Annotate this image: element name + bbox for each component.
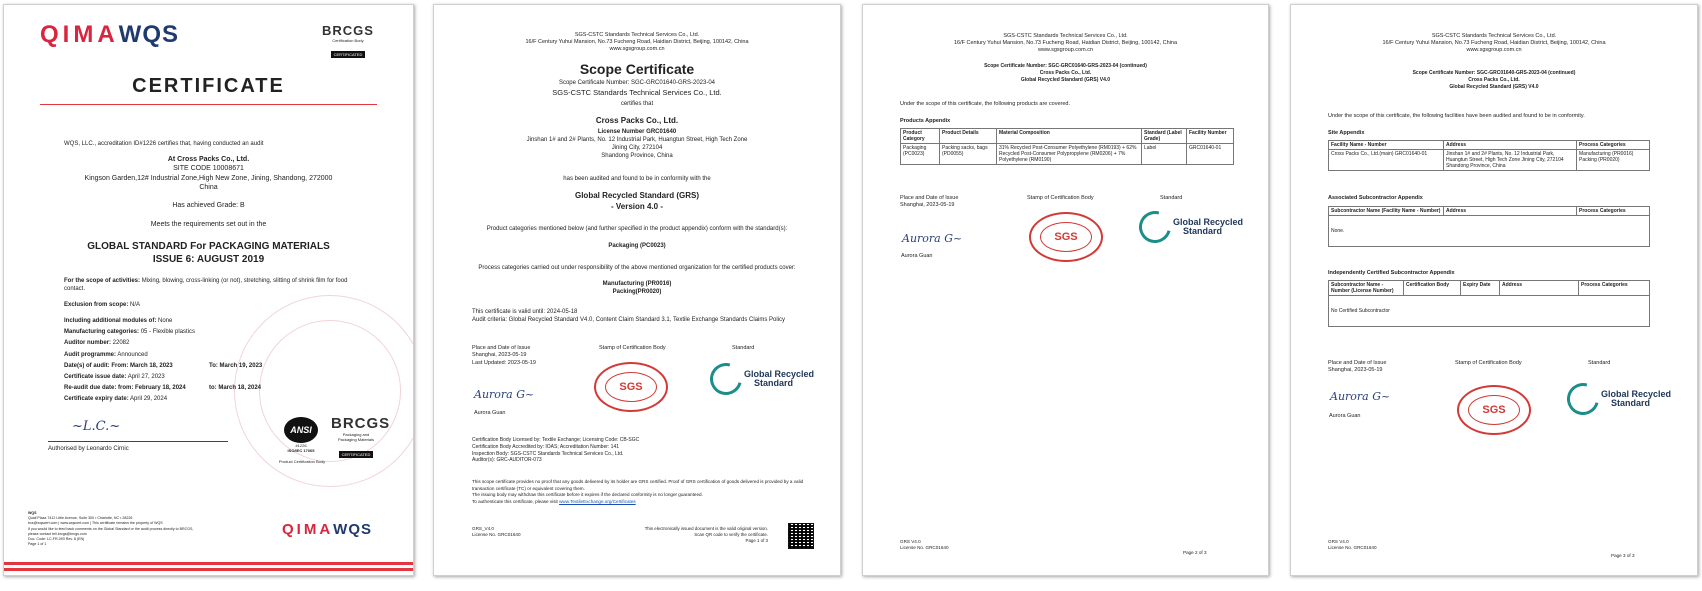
footer-line: Quail Plaza 7412 Little Avenue, Suite 300 • Charlotte, NC • 28226 [28, 516, 133, 521]
table-cell: Cross Packs Co., Ltd.(main) GRC01640-01 [1329, 150, 1444, 171]
disclaimer-line: This scope certificate provides no proof that any goods delivered by its holder are GRS certified. Proof of GRS certification of goods delivered is provided by a valid transaction certificate (TC) or equivalent covering them. [472, 479, 804, 491]
qima-wqs-footer-logo: QIMAWQS [282, 521, 373, 538]
exclusion-row: Exclusion from scope: N/A [64, 302, 141, 309]
red-divider [40, 104, 377, 105]
signature: ~L.C.~ [72, 419, 121, 434]
ansi-sub: Product Certification Body [278, 459, 326, 464]
standard-label: Standard [732, 345, 755, 351]
site-appendix-title: Site Appendix [1328, 130, 1365, 136]
company-address [434, 128, 840, 160]
header-line: www.sgsgroup.com.cn [1037, 47, 1094, 54]
number-line: Scope Certificate Number: SGC-GRC01640-GRS-2023-04 (continued) [1412, 70, 1576, 76]
audit-criteria: Audit criteria: Global Recycled Standard V4.0, Content Claim Standard 3.1, Textile Exchange Standards Claims Policy [472, 317, 786, 324]
site-block [4, 155, 413, 193]
modules-row: Including additional modules of: None [64, 318, 173, 325]
table-header-row [1329, 281, 1650, 296]
grs-logo: Global Recycled Standard [1567, 383, 1671, 415]
footer-line: Doc. Code: LC-FR-093 Rev. 8 (EN) [28, 537, 85, 542]
sgs-stamp: SGS [1029, 212, 1103, 262]
company-name: Cross Packs Co., Ltd. [595, 116, 679, 125]
column-header: Facility Number [1187, 129, 1234, 144]
page-number: Page 1 of 3 [745, 538, 768, 544]
grs-logo: Global Recycled Standard [710, 363, 814, 395]
indep-appendix-title: Independently Certified Subcontractor Appendix [1328, 270, 1455, 276]
standard-line-2: ISSUE 6: AUGUST 2019 [152, 254, 265, 265]
column-header: Address [1500, 281, 1579, 296]
site-address: Kingson Garden,12# Industrial Zone,High New Zone, Jining, Shandong, 272000 [84, 174, 333, 182]
column-header: Subcontractor Name (Facility Name - Number) [1329, 207, 1444, 216]
table-cell: 31% Recycled Post-Consumer Polyethylene (RM0193) + 62% Recycled Post-Consumer Polypropylene (RM0206) + 7% Polyethylene (RM0190) [997, 144, 1142, 165]
grs-version: GRS V4.0 [1328, 539, 1349, 544]
meets-text: Meets the requirements set out in the [150, 221, 267, 228]
standard-line-1: GLOBAL STANDARD For PACKAGING MATERIALS [87, 241, 330, 252]
certificate-number: Scope Certificate Number: SGC-GRC01640-GRS-2023-04 [558, 80, 716, 86]
column-header: Product Details [940, 129, 997, 144]
audit-details [64, 277, 354, 403]
signature-line [48, 441, 228, 442]
column-header: Process Categories [1579, 281, 1650, 296]
body-line: Certification Body Accredited by: IOAS; Accreditation Number: 141 [472, 443, 620, 450]
table-cell: Packing sacks, bags (PD0055) [940, 144, 997, 165]
process-item: Packing(PR0020) [612, 289, 662, 296]
company-at: At Cross Packs Co., Ltd. [167, 156, 250, 163]
number-line: Scope Certificate Number: SGC-GRC01640-GRS-2023-04 (continued) [984, 63, 1147, 69]
footer-left [472, 526, 521, 539]
sgs-header [434, 32, 840, 53]
stamp-label: Stamp of Certification Body [1027, 195, 1094, 201]
table-cell: Label [1142, 144, 1187, 165]
scope-certificate-page-2 [862, 4, 1269, 576]
audit-dates-row: Date(s) of audit: From: March 18, 2023 To: March 19, 2023 [64, 362, 263, 369]
disclaimer-line: To authenticate this certificate, please visit www.TextileExchange.org/Certificates [472, 498, 636, 504]
electronic-note: This electronically issued document is the valid original version. [644, 526, 768, 531]
company-line: Cross Packs Co., Ltd. [1039, 69, 1092, 76]
qr-note: Scan QR code to verify the certificate. [694, 532, 768, 538]
footer-left [900, 539, 949, 552]
license-no: License No. GRC01640 [1328, 545, 1377, 551]
audited-text: has been audited and found to be in conformity with the [563, 176, 711, 182]
certificate-number [1291, 70, 1697, 90]
site-table [1328, 140, 1650, 171]
standard-label: Standard [1160, 195, 1183, 201]
column-header: Expiry Date [1461, 281, 1500, 296]
table-row [1329, 296, 1650, 327]
column-header: Process Categories [1577, 141, 1650, 150]
last-updated: Last Updated: 2023-05-19 [472, 359, 536, 366]
table-header-row [1329, 141, 1650, 150]
standard-version: - Version 4.0 - [610, 201, 664, 211]
column-header: Address [1444, 207, 1577, 216]
table-row [1329, 150, 1650, 171]
address-line: Jinshan 1# and 2# Plants, No. 12 Industrial Park, Huangtun Street, High Tech Zone [526, 137, 748, 144]
page-number: Page 2 of 3 [1183, 550, 1207, 555]
scope-title: Scope Certificate [579, 61, 695, 77]
indep-table [1328, 280, 1650, 327]
header-line: 16/F Century Yuhui Mansion, No.73 Fucheng Road, Haidian District, Beijing, 100142, China [1382, 40, 1606, 47]
license-number: License Number GRC01640 [597, 129, 677, 135]
signer-name: Aurora Guan [474, 410, 506, 416]
expiry-row: Certificate expiry date: April 29, 2024 [64, 395, 168, 402]
assoc-table [1328, 206, 1650, 247]
certificate-number [863, 63, 1268, 83]
red-stripe [4, 568, 413, 571]
column-header: Material Composition [997, 129, 1142, 144]
footer-left [1328, 539, 1377, 552]
product-categories-text: Product categories mentioned below (and further specified in the product appendix) conform with the standard(s): [486, 226, 788, 232]
red-stripe [4, 562, 413, 565]
stamp-label: Stamp of Certification Body [599, 345, 666, 351]
header-line: www.sgsgroup.com.cn [609, 46, 665, 53]
table-cell: Packaging (PC0023) [901, 144, 940, 165]
ansi-logo: ANSI #1226 ISO/IEC 17065 [276, 417, 326, 454]
qr-code[interactable] [788, 523, 814, 549]
page-number: Page 3 of 3 [1611, 553, 1635, 558]
brcgs-certificate-page [3, 4, 414, 576]
footer-line: If you would like to feed back comments on the Global Standard or the audit process directly to BRCGS, [28, 526, 194, 531]
signature: Aurora G~ [1330, 390, 1391, 403]
header-line: SGS-CSTC Standards Technical Services Co., Ltd. [1431, 33, 1557, 39]
disclaimer-line: The issuing body may withdraw this certificate before it expires if the declared conformity is no longer guaranteed. [472, 492, 703, 498]
auditor-row: Auditor number: 22082 [64, 340, 130, 347]
place-value: Shanghai, 2023-05-19 [472, 352, 527, 359]
authentication-link[interactable]: www.TextileExchange.org/Certificates [559, 498, 636, 504]
standard-line: Global Recycled Standard (GRS) V4.0 [1449, 83, 1539, 90]
table-cell: Jinshan 1# and 2# Plants, No. 12 Industrial Park, Huangtun Street, High Tech Zone Jining City, 272104 Shandong Province, China [1444, 150, 1577, 171]
certificate-title: CERTIFICATE [132, 75, 285, 97]
footer-text [28, 511, 193, 547]
standard-line: Global Recycled Standard (GRS) V4.0 [1020, 76, 1111, 83]
header-line: 16/F Century Yuhui Mansion, No.73 Fucheng Road, Haidian District, Beijing, 100142, China [525, 39, 749, 46]
grs-standard [434, 191, 840, 213]
grs-version: GRS V4.0 [900, 539, 921, 544]
header-line: www.sgsgroup.com.cn [1466, 47, 1522, 54]
disclaimer [472, 479, 812, 506]
site-code: SITE CODE 10008671 [173, 165, 244, 173]
footer-line: please contact tell.brcgs@brcgs.com [28, 531, 87, 536]
license-no: License No. GRC01640 [900, 545, 949, 551]
scope-certificate-page-3 [1290, 4, 1698, 576]
column-header: Subcontractor Name - Number (License Number) [1329, 281, 1404, 296]
table-header-row [901, 129, 1234, 144]
place-label: Place and Date of Issue [472, 345, 531, 351]
issue-date-row: Certificate issue date: April 27, 2023 [64, 373, 165, 380]
table-row [901, 144, 1234, 165]
place-value: Shanghai, 2023-05-19 [900, 202, 955, 209]
products-appendix-title: Products Appendix [900, 118, 951, 124]
brcgs-packaging-logo: BRCGS Packaging and Packaging Materials CERTIFICATED [331, 415, 391, 457]
column-header: Process Categories [1577, 207, 1650, 216]
issuer: SGS-CSTC Standards Technical Services Co., Ltd. [552, 88, 722, 97]
process-categories-text: Process categories carried out under responsibility of the above mentioned organization for the certified products cover: [478, 265, 796, 271]
process-categories [434, 280, 840, 296]
scope-row: For the scope of activities: Mixing, blowing, cross-linking (or not), stretching, slitting of shrink film for food contact. [64, 278, 348, 293]
address-line: Shandong Province, China [601, 153, 673, 160]
table-cell: No Certified Subcontractor [1329, 296, 1650, 327]
standard-label: Standard [1588, 360, 1611, 366]
place-label: Place and Date of Issue [900, 195, 959, 201]
standard-name [4, 240, 413, 266]
certification-body-info [472, 437, 639, 464]
column-header: Address [1444, 141, 1577, 150]
table-header-row [1329, 207, 1650, 216]
company-line: Cross Packs Co., Ltd. [1468, 76, 1520, 83]
products-intro: Under the scope of this certificate, the following products are covered. [900, 101, 1070, 107]
process-item: Manufacturing (PR0016) [602, 281, 672, 287]
place-value: Shanghai, 2023-05-19 [1328, 367, 1383, 374]
site-intro: Under the scope of this certificate, the following facilities have been audited and found to be in conformity. [1328, 113, 1585, 119]
footer-right [644, 526, 768, 544]
column-header: Product Category [901, 129, 940, 144]
column-header: Facility Name - Number [1329, 141, 1444, 150]
site-country: China [199, 184, 218, 192]
grs-version: GRS_V4.0 [472, 526, 494, 531]
footer-line: bcs@wqscert.com | www.wqscert.com | This certificate remains the property of WQS [28, 521, 163, 526]
column-header: Standard (Label Grade) [1142, 129, 1187, 144]
authorised-by: Authorised by Leonardo Cirnic [48, 446, 129, 452]
categories-row: Manufacturing categories: 05 - Flexible plastics [64, 329, 196, 336]
scope-certificate-page-1 [433, 4, 841, 576]
reaudit-row: Re-audit due date: from: February 18, 2024 to: March 18, 2024 [64, 384, 262, 391]
license-no: License No. GRC01640 [472, 532, 521, 538]
place-date [900, 195, 958, 210]
programme-row: Audit programme: Announced [64, 351, 148, 358]
footer-line: WQS [28, 511, 37, 515]
grade: Has achieved Grade: B [172, 202, 245, 209]
body-line: Inspection Body: SGS-CSTC Standards Technical Services Co., Ltd. [472, 450, 624, 457]
place-label: Place and Date of Issue [1328, 360, 1387, 366]
sgs-header [863, 33, 1268, 54]
body-line: Auditor(s): GRC-AUDITOR-073 [472, 457, 542, 464]
column-header: Certification Body [1404, 281, 1461, 296]
signer-name: Aurora Guan [1329, 413, 1361, 419]
sgs-header [1291, 33, 1697, 54]
header-line: SGS-CSTC Standards Technical Services Co., Ltd. [1003, 33, 1128, 39]
address-line: Jining City, 272104 [611, 145, 663, 152]
assoc-appendix-title: Associated Subcontractor Appendix [1328, 195, 1423, 201]
stamp-label: Stamp of Certification Body [1455, 360, 1522, 366]
sgs-stamp: SGS [1457, 385, 1531, 435]
brcgs-logo: BRCGS Certification Body CERTIFICATED [322, 23, 374, 58]
table-cell: GRC01640-01 [1187, 144, 1234, 165]
body-line: Certification Body Licensed by: Textile Exchange; Licensing Code: CB-SGC [472, 437, 640, 443]
grs-logo: Global Recycled Standard [1139, 211, 1243, 243]
table-cell: None. [1329, 216, 1650, 247]
validity [472, 308, 812, 324]
signature: Aurora G~ [474, 388, 535, 401]
certifies-text: certifies that [620, 101, 654, 107]
table-row [1329, 216, 1650, 247]
table-cell: Manufacturing (PR0016) Packing (PR0020) [1577, 150, 1650, 171]
place-date [472, 345, 536, 367]
sgs-stamp: SGS [594, 362, 668, 412]
signature: Aurora G~ [902, 232, 963, 245]
intro-text: WQS, LLC., accreditation ID#1226 certifies that, having conducted an audit [64, 141, 264, 147]
products-table [900, 128, 1234, 165]
signer-name: Aurora Guan [901, 253, 933, 259]
standard-title: Global Recycled Standard (GRS) [574, 191, 700, 200]
header-line: SGS-CSTC Standards Technical Services Co., Ltd. [574, 32, 700, 38]
valid-until: This certificate is valid until: 2024-05-18 [472, 309, 578, 315]
product-category: Packaging (PC0023) [608, 243, 666, 249]
qima-wqs-logo: QIMAWQS [40, 21, 179, 48]
footer-line: Page 1 of 1 [28, 542, 47, 547]
header-line: 16/F Century Yuhui Mansion, No.73 Fucheng Road, Haidian District, Beijing, 100142, China [953, 40, 1178, 47]
place-date [1328, 360, 1386, 375]
